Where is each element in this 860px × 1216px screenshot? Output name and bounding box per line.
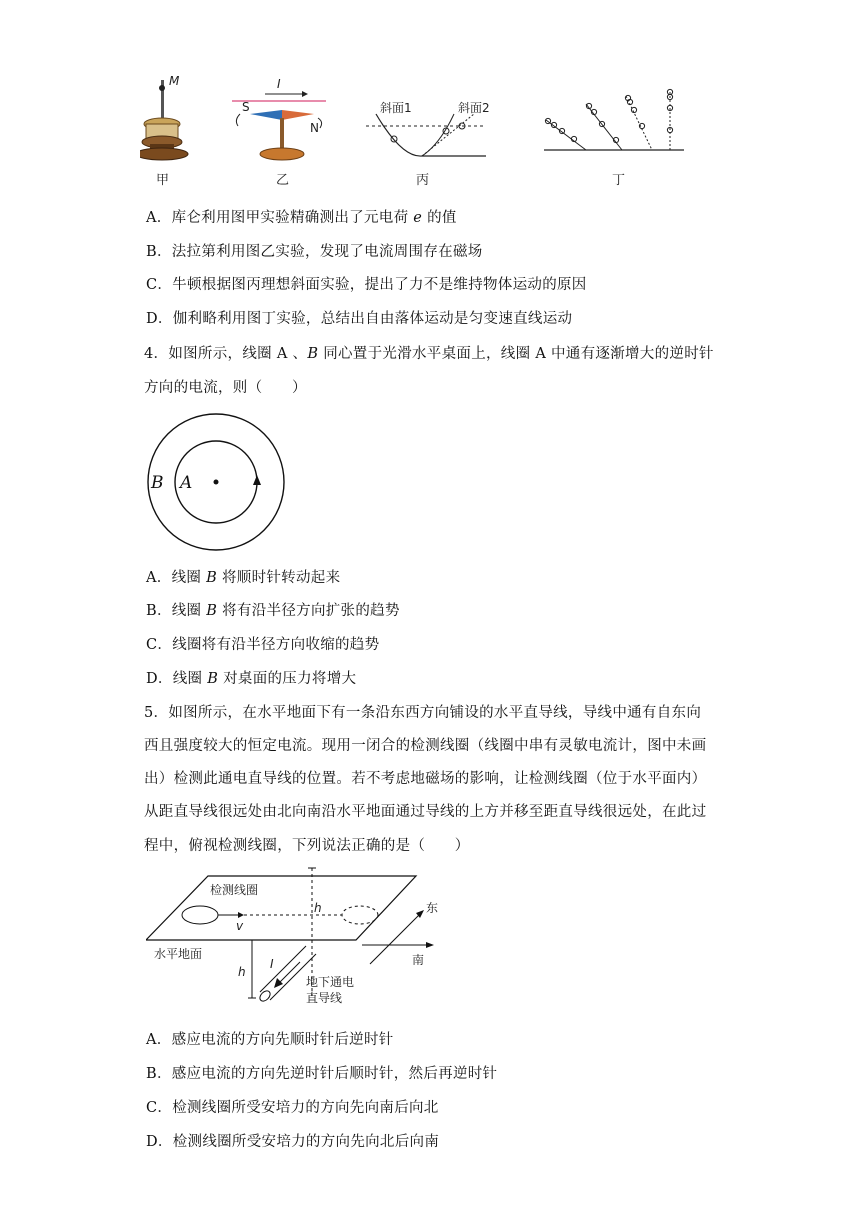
caption-jia: 甲 <box>156 173 170 188</box>
q3-option-a: A．库仑利用图甲实验精确测出了元电荷 e 的值 <box>146 210 457 226</box>
label-coil-b: B <box>151 473 164 493</box>
q3-option-b: B．法拉第利用图乙实验，发现了电流周围存在磁场 <box>146 244 483 260</box>
q5-stem-line-5: 程中，俯视检测线圈，下列说法正确的是（ ） <box>144 838 470 854</box>
q5-stem-line-3: 出）检测此通电直导线的位置。若不考虑地磁场的影响，让检测线圈（位于水平面内） <box>144 771 707 787</box>
label-s: S <box>242 100 250 114</box>
q4-option-b: B．线圈 B 将有沿半径方向扩张的趋势 <box>146 603 400 619</box>
q4-stem-line-1: 4．如图所示，线圈 A 、B 同心置于光滑水平桌面上，线圈 A 中通有逐渐增大的逆时针 <box>144 346 714 362</box>
q4-stem-line-2: 方向的电流，则（ ） <box>144 380 307 396</box>
label-detection-coil: 检测线圈 <box>210 883 259 897</box>
q5-detection-figure <box>146 864 456 1014</box>
q4-option-d: D．线圈 B 对桌面的压力将增大 <box>146 671 357 687</box>
label-n: N <box>310 121 319 135</box>
q5-stem-line-2: 西且强度较大的恒定电流。现用一闭合的检测线圈（线圈中串有灵敏电流计，图中未画 <box>144 738 707 754</box>
label-slope-2: 斜面2 <box>458 101 490 115</box>
velocity-arrowhead <box>238 912 244 918</box>
q5-option-d: D．检测线圈所受安培力的方向先向北后向南 <box>146 1134 440 1150</box>
q5-option-b: B．感应电流的方向先逆时针后顺时针，然后再逆时针 <box>146 1066 498 1082</box>
caption-ding: 丁 <box>612 173 626 188</box>
top-figures <box>140 74 700 192</box>
current-arrow <box>253 475 261 485</box>
figure-ding <box>544 89 684 188</box>
figure-bing <box>366 100 490 188</box>
figure-yi <box>232 77 326 188</box>
q3-option-d: D．伽利略利用图丁实验，总结出自由落体运动是匀变速直线运动 <box>146 311 573 327</box>
label-ground: 水平地面 <box>154 947 203 961</box>
label-h-lower: h <box>238 965 246 979</box>
wire-end <box>258 989 272 1003</box>
detection-coil <box>182 906 218 924</box>
q5-option-c: C．检测线圈所受安培力的方向先向南后向北 <box>146 1100 439 1116</box>
label-wire-1: 地下通电 <box>306 975 355 989</box>
ground-plane <box>146 876 416 940</box>
q5-stem-line-1: 5．如图所示，在水平地面下有一条沿东西方向铺设的水平直导线，导线中通有自东向 <box>144 705 702 721</box>
q4-option-a: A．线圈 B 将顺时针转动起来 <box>146 570 341 586</box>
caption-yi: 乙 <box>276 173 290 188</box>
q5-stem-line-4: 从距直导线很远处由北向南沿水平地面通过导线的上方并移至距直导线很远处，在此过 <box>144 804 707 820</box>
label-south: 南 <box>412 953 425 967</box>
q5-option-a: A．感应电流的方向先顺时针后逆时针 <box>146 1032 394 1048</box>
q4-coil-figure <box>142 412 296 560</box>
center-dot <box>214 480 219 485</box>
label-i: I <box>270 957 274 971</box>
label-m: M <box>169 74 180 88</box>
label-coil-a: A <box>180 473 193 493</box>
detection-coil-end <box>342 906 378 924</box>
label-wire-2: 直导线 <box>306 991 343 1005</box>
caption-bing: 丙 <box>416 173 430 188</box>
label-v: v <box>236 919 244 933</box>
q3-option-c: C．牛顿根据图丙理想斜面实验，提出了力不是维持物体运动的原因 <box>146 277 587 293</box>
label-east: 东 <box>426 901 439 915</box>
current-arrowhead <box>274 978 283 988</box>
label-current-i: I <box>277 77 281 91</box>
figure-jia <box>140 74 188 188</box>
south-arrowhead <box>426 942 434 948</box>
q4-option-c: C．线圈将有沿半径方向收缩的趋势 <box>146 637 380 653</box>
label-h-upper: h <box>314 901 322 915</box>
label-slope-1: 斜面1 <box>380 101 412 115</box>
